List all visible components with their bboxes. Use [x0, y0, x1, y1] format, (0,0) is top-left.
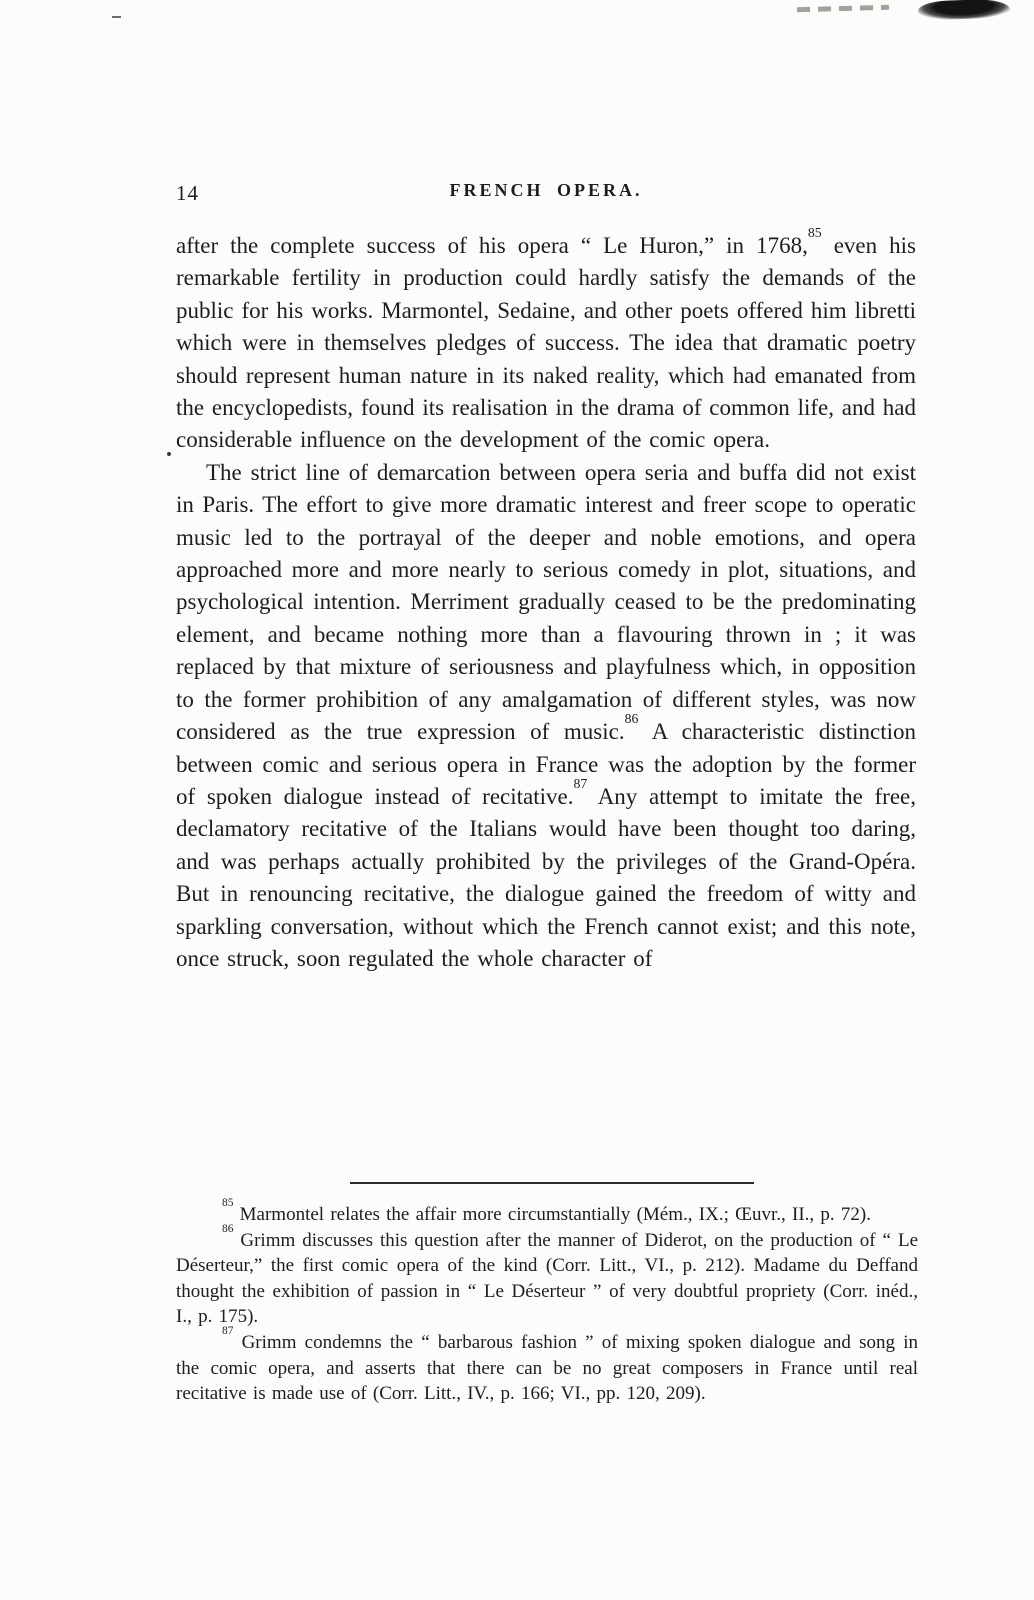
body-text — [176, 224, 916, 975]
footnote-87-marker: 87 — [222, 1325, 234, 1338]
footnote-85-marker: 85 — [222, 1197, 234, 1210]
scan-artifact-dot — [167, 452, 171, 456]
page-number: 14 — [176, 181, 199, 205]
paragraph-2-text: Any attempt to imitate the free, declamatory recitative of the Italians would have been thought too daring, and was perhaps actually prohibited by the privileges of the Grand-Opéra. But in renouncing recitative, the dialogue gained the freedom of witty and sparkling conversation, without which the French cannot exist; and this note, once struck, soon regulated the whole character of — [176, 783, 916, 971]
paragraph-2 — [176, 457, 916, 976]
paragraph-2-text: The strict line of demarcation between opera seria and buffa did not exist in Paris. The effort to give more dramatic interest and freer scope to operatic music led to the portrayal of the deeper and noble emotions, and opera approached more and more nearly to serious comedy in plot, situations, and psychological intention. Merriment gradually ceased to be the predominating element, and became nothing more than a flavouring thrown in ; it was replaced by that mixture of seriousness and playfulness which, in opposition to the former prohibition of any amalgamation of different styles, was now considered as the true expression of music. — [176, 459, 916, 745]
scan-smudge-streak — [797, 5, 889, 12]
footnote-85-text: Marmontel relates the affair more circumstantially (Mém., IX.; Œuvr., II., p. 72). — [233, 1204, 871, 1225]
footnote-86-text: Grimm discusses this question after the manner of Diderot, on the production of “ Le Déserteur,” the first comic opera of the kind (Corr. Litt., VI., p. 212). Madame du Deffand thought the exhibition of passion in “ Le Déserteur ” of very doubtful propriety (Corr. inéd., I., p. 175). — [176, 1229, 918, 1328]
paragraph-1 — [176, 224, 916, 457]
text-block — [176, 180, 916, 975]
scan-artifact-dash — [112, 16, 121, 18]
paragraph-2-text: A characteristic distinction between comic and serious opera in France was the adoption by the former of spoken dialogue instead of recitative. — [176, 719, 916, 809]
footnote-86 — [176, 1223, 918, 1330]
paragraph-1-text: even his remarkable fertility in production could hardly satisfy the demands of the public for his works. Marmontel, Sedaine, and other poets offered him libretti which were in themselves pledges of success. The idea that dramatic poetry should represent human nature in its naked reality, which had emanated from the encyclopedists, found its realisation in the drama of common life, and had considerable influence on the development of the comic opera. — [176, 233, 916, 453]
scan-smudge-blob — [918, 0, 1011, 21]
footnote-86-marker: 86 — [222, 1223, 234, 1235]
footnote-ref-85: 85 — [807, 224, 822, 240]
footnote-87-text: Grimm condemns the “ barbarous fashion ” of mixing spoken dialogue and song in the comic opera, and asserts that there can be no great composers in France until real recitative is made use of (Corr. Litt., IV., p. 166; VI., pp. 120, 209). — [176, 1331, 918, 1405]
running-title: FRENCH OPERA. — [449, 180, 643, 200]
footnote-ref-87: 87 — [573, 775, 588, 791]
footnote-ref-86: 86 — [624, 710, 639, 726]
footnote-87 — [176, 1325, 918, 1407]
footnote-85 — [176, 1197, 918, 1228]
page-header — [176, 180, 916, 206]
footnotes — [176, 1197, 918, 1407]
footnote-rule — [350, 1182, 754, 1184]
paragraph-1-text: after the complete success of his opera “ Le Huron,” in 1768, — [176, 233, 808, 258]
